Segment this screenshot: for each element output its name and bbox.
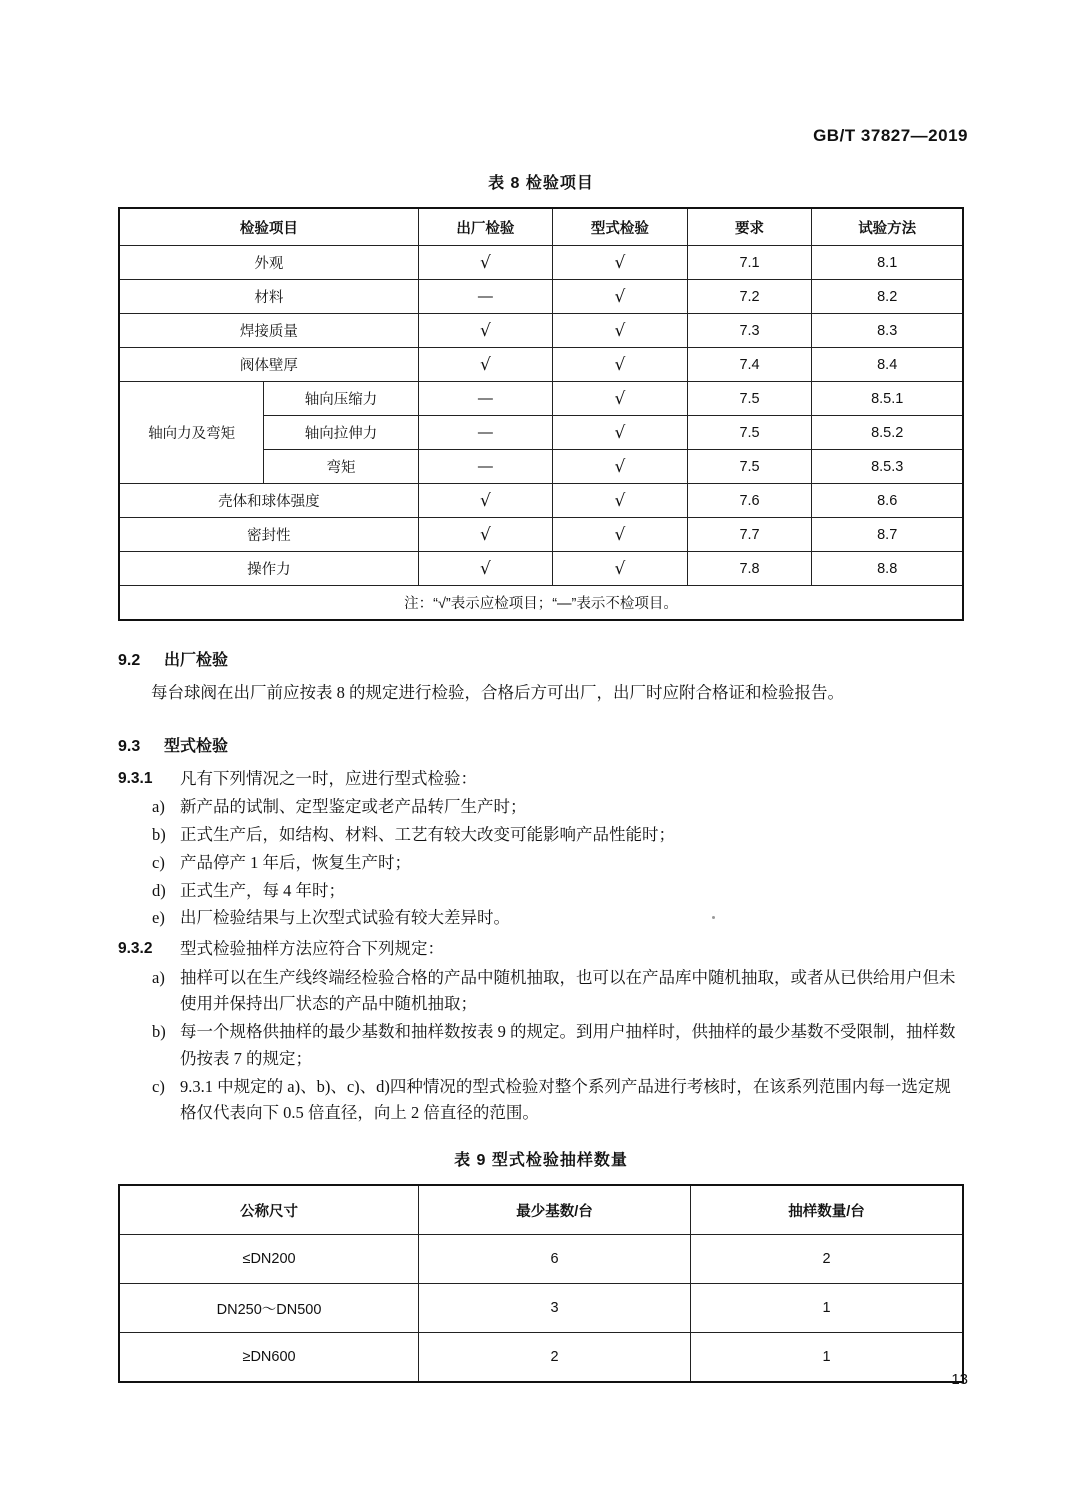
table8-item: 外观 xyxy=(119,246,418,280)
table8-col-type: 型式检验 xyxy=(553,208,688,246)
list-text: 正式生产，每 4 年时； xyxy=(180,880,345,900)
table9-col-min-base: 最少基数/台 xyxy=(419,1185,691,1235)
table-row xyxy=(119,484,963,518)
list-item xyxy=(118,965,964,1018)
table8-item: 焊接质量 xyxy=(119,314,418,348)
table8-item: 轴向拉伸力 xyxy=(264,416,418,450)
table8-method: 8.1 xyxy=(812,246,963,280)
table8-item: 壳体和球体强度 xyxy=(119,484,418,518)
list-text: 出厂检验结果与上次型式试验有较大差异时。 xyxy=(180,908,510,928)
table8-method: 8.5.2 xyxy=(812,416,963,450)
table8-method: 8.2 xyxy=(812,280,963,314)
clause-9-3-2-label: 9.3.2 xyxy=(118,940,153,958)
table-row xyxy=(119,246,963,280)
list-item xyxy=(118,850,964,877)
table8-req: 7.2 xyxy=(687,280,812,314)
table9-sample-qty: 1 xyxy=(691,1284,963,1333)
table9-size: ≥DN600 xyxy=(119,1333,419,1383)
table-row xyxy=(119,314,963,348)
list-item xyxy=(118,794,964,821)
table9-wrapper xyxy=(118,1147,964,1383)
table9-caption: 表 9 型式检验抽样数量 xyxy=(454,1152,628,1170)
table8-col-factory: 出厂检验 xyxy=(418,208,553,246)
section-9-3-title: 型式检验 xyxy=(164,737,229,755)
table8-type: √ xyxy=(553,246,688,280)
table8-req: 7.8 xyxy=(687,552,812,586)
list-item xyxy=(118,822,964,849)
section-9-2-heading xyxy=(118,647,964,670)
list-9-3-2 xyxy=(118,965,964,1127)
table8-factory: √ xyxy=(418,348,553,382)
list-marker: b) xyxy=(152,1022,166,1042)
table9-min-base: 2 xyxy=(419,1333,691,1383)
table8-factory: √ xyxy=(418,246,553,280)
table8-req: 7.5 xyxy=(687,450,812,484)
table8-req: 7.3 xyxy=(687,314,812,348)
page-speck xyxy=(712,916,715,919)
list-marker: a) xyxy=(152,967,165,987)
table8-note-row xyxy=(119,586,963,621)
table8-factory: — xyxy=(418,280,553,314)
table8-factory: √ xyxy=(418,314,553,348)
table8-method: 8.4 xyxy=(812,348,963,382)
table8-factory: — xyxy=(418,416,553,450)
table8-col-item: 检验项目 xyxy=(119,208,418,246)
table9-min-base: 3 xyxy=(419,1284,691,1333)
list-marker: a) xyxy=(152,797,165,817)
table8-factory: — xyxy=(418,450,553,484)
table8-factory: √ xyxy=(418,552,553,586)
list-text: 抽样可以在生产线终端经检验合格的产品中随机抽取，也可以在产品库中随机抽取，或者从已供给用户但未使用并保持出厂状态的产品中随机抽取； xyxy=(180,967,956,1014)
section-9-3-heading xyxy=(118,733,964,756)
clause-9-3-1 xyxy=(118,766,964,793)
list-text: 9.3.1 中规定的 a)、b)、c)、d)四种情况的型式检验对整个系列产品进行考核时，在该系列范围内每一选定规格仅代表向下 0.5 倍直径，向上 2 倍直径的范围。 xyxy=(180,1076,951,1123)
table8-req: 7.4 xyxy=(687,348,812,382)
list-item xyxy=(118,1074,964,1127)
table8-type: √ xyxy=(553,450,688,484)
table8-factory: √ xyxy=(418,484,553,518)
table8-type: √ xyxy=(553,484,688,518)
table8-group-label: 轴向力及弯矩 xyxy=(119,382,264,484)
table8-type: √ xyxy=(553,416,688,450)
page-content xyxy=(118,170,964,1383)
table8-col-req: 要求 xyxy=(687,208,812,246)
table8-factory: √ xyxy=(418,518,553,552)
table8-req: 7.5 xyxy=(687,416,812,450)
table9-col-sample-qty: 抽样数量/台 xyxy=(691,1185,963,1235)
table8-method: 8.3 xyxy=(812,314,963,348)
list-marker: c) xyxy=(152,852,165,872)
table9-size: DN250～DN500 xyxy=(119,1284,419,1333)
list-text: 正式生产后，如结构、材料、工艺有较大改变可能影响产品性能时； xyxy=(180,825,675,845)
clause-9-3-1-text: 凡有下列情况之一时，应进行型式检验： xyxy=(180,768,477,788)
table9-sample-qty: 2 xyxy=(691,1235,963,1284)
list-9-3-1 xyxy=(118,794,964,932)
table8-item: 弯矩 xyxy=(264,450,418,484)
table8-type: √ xyxy=(553,552,688,586)
table8 xyxy=(118,207,964,621)
table8-type: √ xyxy=(553,518,688,552)
list-item xyxy=(118,1019,964,1072)
table8-req: 7.6 xyxy=(687,484,812,518)
table9-header-row xyxy=(119,1185,963,1235)
section-9-2-number: 9.2 xyxy=(118,652,141,669)
section-9-2-title: 出厂检验 xyxy=(164,652,229,669)
section-9-3 xyxy=(118,733,964,1127)
list-marker: c) xyxy=(152,1076,165,1096)
table8-method: 8.6 xyxy=(812,484,963,518)
table8-type: √ xyxy=(553,280,688,314)
table9-sample-qty: 1 xyxy=(691,1333,963,1383)
table8-req: 7.5 xyxy=(687,382,812,416)
table8-factory: — xyxy=(418,382,553,416)
table9 xyxy=(118,1184,964,1383)
table-row xyxy=(119,1333,963,1383)
table8-item: 操作力 xyxy=(119,552,418,586)
table8-method: 8.7 xyxy=(812,518,963,552)
table-row xyxy=(119,518,963,552)
list-marker: e) xyxy=(152,908,165,928)
table9-size: ≤DN200 xyxy=(119,1235,419,1284)
list-text: 每一个规格供抽样的最少基数和抽样数按表 9 的规定。到用户抽样时，供抽样的最少基数不受限制，抽样数仍按表 7 的规定； xyxy=(180,1022,956,1068)
table8-method: 8.5.3 xyxy=(812,450,963,484)
table8-item: 轴向压缩力 xyxy=(264,382,418,416)
table9-min-base: 6 xyxy=(419,1235,691,1284)
table-row xyxy=(119,348,963,382)
list-marker: b) xyxy=(152,825,166,845)
table-row xyxy=(119,1235,963,1284)
list-text: 新产品的试制、定型鉴定或老产品转厂生产时； xyxy=(180,797,527,817)
section-9-2 xyxy=(118,647,964,707)
table-row xyxy=(119,280,963,314)
page-header-standard-code: GB/T 37827—2019 xyxy=(813,126,968,145)
table8-item: 材料 xyxy=(119,280,418,314)
section-9-2-paragraph: 每台球阀在出厂前应按表 8 的规定进行检验，合格后方可出厂，出厂时应附合格证和检验报告。 xyxy=(151,683,844,702)
table8-note: 注：“√”表示应检项目；“—”表示不检项目。 xyxy=(119,586,963,621)
table8-col-method: 试验方法 xyxy=(812,208,963,246)
table8-type: √ xyxy=(553,348,688,382)
list-text: 产品停产 1 年后，恢复生产时； xyxy=(180,852,411,872)
list-item xyxy=(118,878,964,905)
table-row xyxy=(119,1284,963,1333)
table8-caption: 表 8 检验项目 xyxy=(488,175,594,192)
table8-method: 8.5.1 xyxy=(812,382,963,416)
table8-req: 7.7 xyxy=(687,518,812,552)
table8-header-row xyxy=(119,208,963,246)
table-row xyxy=(119,552,963,586)
section-9-3-number: 9.3 xyxy=(118,737,141,755)
clause-9-3-1-label: 9.3.1 xyxy=(118,769,153,787)
table8-req: 7.1 xyxy=(687,246,812,280)
table8-item: 阀体壁厚 xyxy=(119,348,418,382)
table9-col-size: 公称尺寸 xyxy=(119,1185,419,1235)
list-item xyxy=(118,905,964,932)
clause-9-3-2-text: 型式检验抽样方法应符合下列规定： xyxy=(180,939,444,959)
list-marker: d) xyxy=(152,880,166,900)
table8-type: √ xyxy=(553,314,688,348)
page-number: 13 xyxy=(951,1371,968,1388)
table8-item: 密封性 xyxy=(119,518,418,552)
table8-type: √ xyxy=(553,382,688,416)
table-row xyxy=(119,382,963,416)
table8-method: 8.8 xyxy=(812,552,963,586)
clause-9-3-2 xyxy=(118,936,964,963)
